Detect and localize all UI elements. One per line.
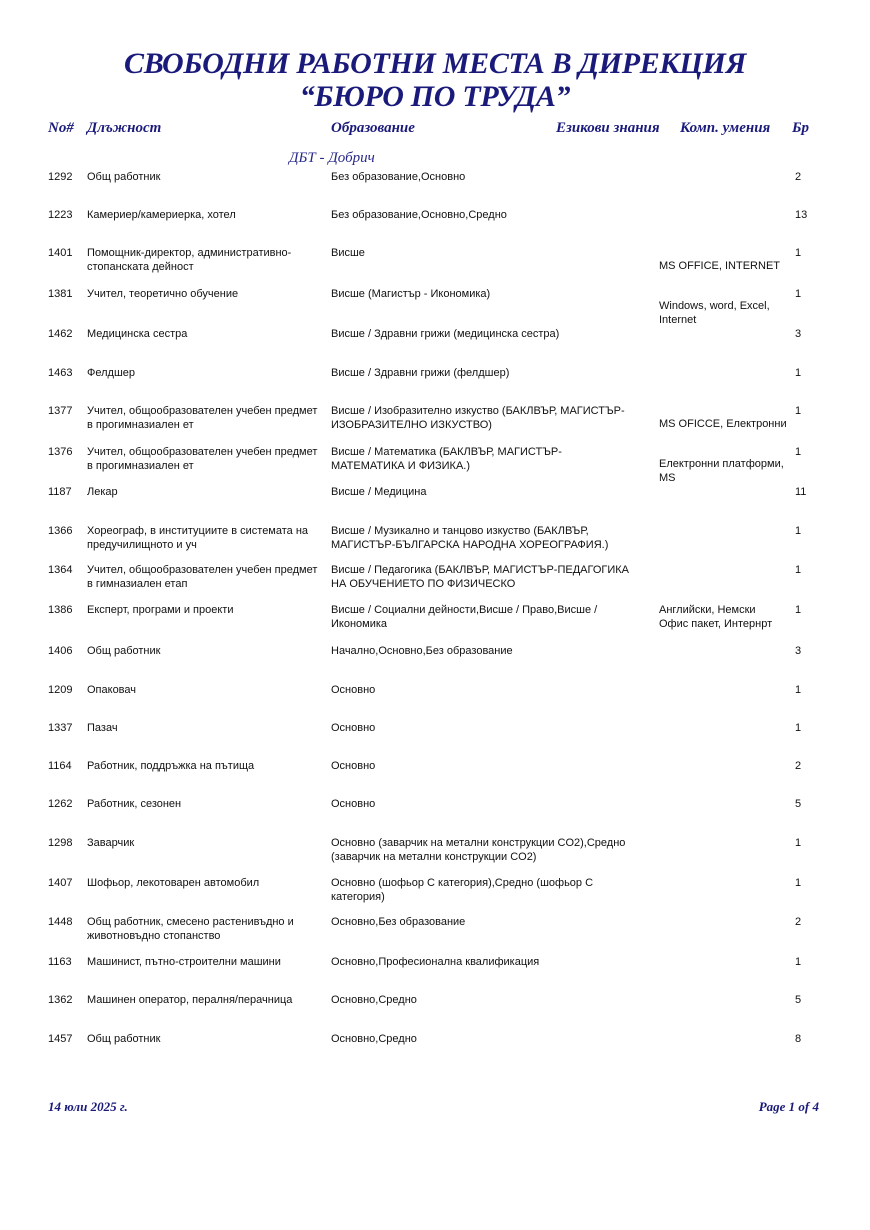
- job-number: 1292: [48, 171, 73, 183]
- job-education: Основно (заварчик на метални конструкции CO2),Средно (заварчик на метални конструкции CO2): [331, 837, 626, 863]
- job-number: 1337: [48, 722, 73, 734]
- job-count: 1: [795, 604, 802, 616]
- job-number: 1401: [48, 247, 73, 259]
- header-languages: Езикови знания: [556, 120, 660, 136]
- job-position: Общ работник, смесено растенивъдно и животновъдно стопанство: [87, 916, 294, 942]
- job-count: 1: [795, 367, 802, 379]
- job-position: Лекар: [87, 486, 118, 498]
- job-position: Опаковач: [87, 684, 137, 696]
- job-number: 1457: [48, 1033, 73, 1045]
- job-number: 1407: [48, 877, 73, 889]
- job-count: 1: [795, 288, 802, 300]
- job-education: Висше / Математика (БАКЛВЪР, МАГИСТЪР-МАТЕМАТИКА И ФИЗИКА.): [331, 446, 562, 472]
- job-number: 1386: [48, 604, 73, 616]
- page-title-line-2: “БЮРО ПО ТРУДА”: [299, 80, 571, 113]
- job-count: 1: [795, 405, 802, 417]
- header-count: Бр: [792, 120, 810, 136]
- job-count: 1: [795, 684, 802, 696]
- job-count: 1: [795, 877, 802, 889]
- job-position: Общ работник: [87, 171, 161, 183]
- job-education: Основно (шофьор C категория),Средно (шофьор C категория): [331, 877, 594, 903]
- job-education: Висше / Социални дейности,Висше / Право,Висше / Икономика: [331, 604, 598, 630]
- job-education: Висше / Педагогика (БАКЛВЪР, МАГИСТЪР-ПЕДАГОГИКА НА ОБУЧЕНИЕТО ПО ФИЗИЧЕСКО: [331, 564, 629, 590]
- job-number: 1209: [48, 684, 73, 696]
- job-education: Висше / Здравни грижи (медицинска сестра): [331, 328, 560, 340]
- job-number: 1223: [48, 209, 73, 221]
- job-position: Учител, общообразователен учебен предмет в прогимназиален ет: [87, 446, 318, 472]
- job-position: Общ работник: [87, 645, 161, 657]
- job-education: Без образование,Основно: [331, 171, 466, 183]
- job-number: 1377: [48, 405, 73, 417]
- job-count: 2: [795, 916, 802, 928]
- job-position: Учител, общообразователен учебен предмет в гимназиален етап: [87, 564, 318, 590]
- job-education: Висше (Магистър - Икономика): [331, 288, 491, 300]
- job-number: 1376: [48, 446, 73, 458]
- job-position: Хореограф, в институциите в системата на предучилищното и уч: [87, 525, 309, 551]
- job-education: Основно: [331, 760, 376, 772]
- skill-text: Офис пакет, Интернрт: [659, 618, 773, 630]
- job-number: 1366: [48, 525, 73, 537]
- job-position: Общ работник: [87, 1033, 161, 1045]
- skill-text: MS OFFICE, INTERNET: [659, 260, 780, 272]
- job-education: Основно: [331, 722, 376, 734]
- job-count: 1: [795, 837, 802, 849]
- job-education: Висше / Музикално и танцово изкуство (БАКЛВЪР, МАГИСТЪР-БЪЛГАРСКА НАРОДНА ХОРЕОГРАФИЯ.): [331, 525, 609, 551]
- job-number: 1163: [48, 956, 72, 968]
- job-count: 1: [795, 247, 802, 259]
- job-position: Машинист, пътно-строителни машини: [87, 956, 281, 968]
- job-education: Основно,Без образование: [331, 916, 466, 928]
- job-count: 1: [795, 525, 802, 537]
- job-count: 2: [795, 171, 802, 183]
- job-count: 5: [795, 798, 802, 810]
- job-number: 1364: [48, 564, 73, 576]
- job-count: 8: [795, 1033, 802, 1045]
- job-education: Основно: [331, 684, 376, 696]
- job-education: Основно: [331, 798, 376, 810]
- job-count: 3: [795, 328, 802, 340]
- job-education: Основно,Професионална квалификация: [331, 956, 540, 968]
- skill-text: Windows, word, Excel, Internet: [659, 300, 770, 326]
- job-number: 1187: [48, 486, 72, 498]
- job-education: Висше / Медицина: [331, 486, 427, 498]
- job-education: Без образование,Основно,Средно: [331, 209, 507, 221]
- job-count: 5: [795, 994, 802, 1006]
- job-position: Експерт, програми и проекти: [87, 604, 234, 616]
- job-count: 3: [795, 645, 802, 657]
- header-no: No#: [48, 120, 74, 136]
- job-count: 1: [795, 722, 802, 734]
- section-title: ДБТ - Добрич: [289, 150, 375, 166]
- job-number: 1262: [48, 798, 73, 810]
- job-number: 1463: [48, 367, 73, 379]
- job-position: Пазач: [87, 722, 118, 734]
- job-number: 1406: [48, 645, 73, 657]
- footer-page-number: Page 1 of 4: [758, 1099, 819, 1114]
- job-number: 1164: [48, 760, 72, 772]
- job-position: Учител, теоретично обучение: [87, 288, 239, 300]
- job-position: Фелдшер: [87, 367, 136, 379]
- page-title-line-1: СВОБОДНИ РАБОТНИ МЕСТА В ДИРЕКЦИЯ: [124, 47, 746, 80]
- job-position: Машинен оператор, пералня/перачница: [87, 994, 293, 1006]
- job-position: Медицинска сестра: [87, 328, 188, 340]
- job-position: Помощник-директор, административно-стопанската дейност: [87, 247, 292, 273]
- job-count: 11: [795, 486, 807, 498]
- job-count: 1: [795, 564, 802, 576]
- job-number: 1381: [48, 288, 73, 300]
- language-text: Английски, Немски: [659, 604, 756, 616]
- job-count: 13: [795, 209, 808, 221]
- footer-date: 14 юли 2025 г.: [48, 1099, 128, 1114]
- header-position: Длъжност: [87, 120, 162, 136]
- job-education: Начално,Основно,Без образование: [331, 645, 513, 657]
- job-position: Шофьор, лекотоварен автомобил: [87, 877, 260, 889]
- skill-text: Електронни платформи, MS: [659, 458, 784, 484]
- job-position: Работник, сезонен: [87, 798, 182, 810]
- skill-text: MS OFICCE, Електронни: [659, 418, 787, 430]
- job-position: Камериер/камериерка, хотел: [87, 209, 236, 221]
- job-count: 2: [795, 760, 802, 772]
- job-education: Висше / Здравни грижи (фелдшер): [331, 367, 510, 379]
- job-education: Основно,Средно: [331, 994, 417, 1006]
- header-computer-skills: Комп. умения: [680, 120, 771, 136]
- job-number: 1448: [48, 916, 73, 928]
- job-position: Учител, общообразователен учебен предмет в прогимназиален ет: [87, 405, 318, 431]
- job-number: 1462: [48, 328, 73, 340]
- job-number: 1298: [48, 837, 73, 849]
- job-number: 1362: [48, 994, 73, 1006]
- job-count: 1: [795, 446, 802, 458]
- job-count: 1: [795, 956, 802, 968]
- job-education: Основно,Средно: [331, 1033, 417, 1045]
- job-position: Работник, поддръжка на пътища: [87, 760, 255, 772]
- job-education: Висше: [331, 247, 365, 259]
- header-education: Образование: [331, 120, 415, 136]
- job-position: Заварчик: [87, 837, 135, 849]
- job-education: Висше / Изобразително изкуство (БАКЛВЪР, МАГИСТЪР-ИЗОБРАЗИТЕЛНО ИЗКУСТВО): [331, 405, 625, 431]
